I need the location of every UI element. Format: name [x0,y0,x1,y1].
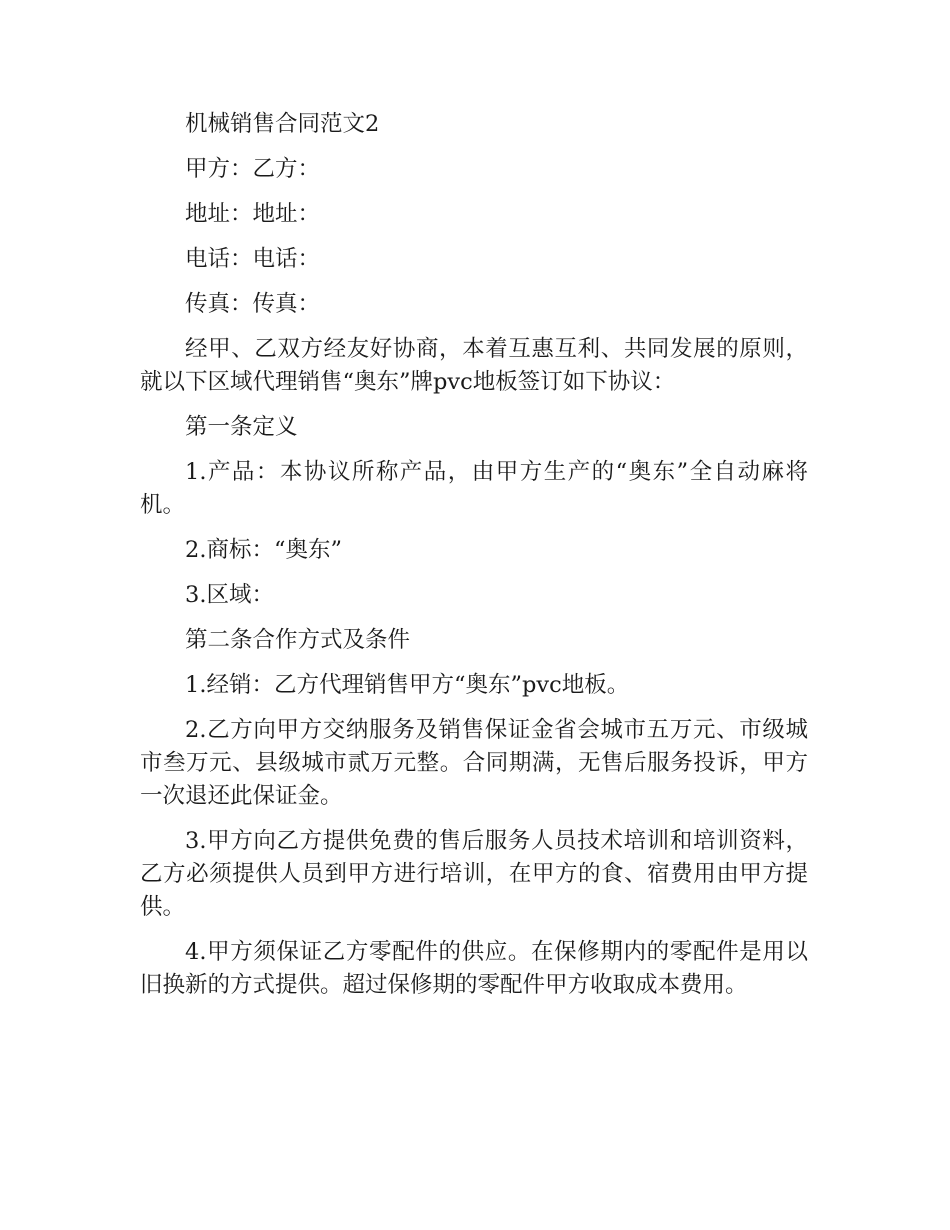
clause-region: 3.区域： [185,582,274,608]
clause-distribution: 1.经销：乙方代理销售甲方“奥东”pvc地板。 [185,672,630,698]
phone-line: 电话：电话： [185,246,321,272]
preamble-paragraph: 经甲、乙双方经友好协商，本着互惠互利、共同发展的原则，就以下区域代理销售“奥东”牌pvc地板签订如下协议： [140,336,808,395]
article-2-heading: 第二条合作方式及条件 [185,627,411,653]
clause-spare-parts: 4.甲方须保证乙方零配件的供应。在保修期内的零配件是用以旧换新的方式提供。超过保修期的零配件甲方收取成本费用。 [140,939,808,998]
document-title: 机械销售合同范文2 [185,111,380,137]
article-1-heading: 第一条定义 [185,414,298,440]
party-line: 甲方：乙方： [185,156,321,182]
address-line: 地址：地址： [185,201,321,227]
clause-training: 3.甲方向乙方提供免费的售后服务人员技术培训和培训资料，乙方必须提供人员到甲方进行培训，在甲方的食、宿费用由甲方提供。 [140,828,808,920]
clause-trademark: 2.商标：“奥东” [185,537,342,563]
clause-product: 1.产品：本协议所称产品，由甲方生产的“奥东”全自动麻将机。 [140,459,808,518]
fax-line: 传真：传真： [185,291,321,317]
document-page [140,108,808,1014]
clause-deposit: 2.乙方向甲方交纳服务及销售保证金省会城市五万元、市级城市叁万元、县级城市贰万元整。合同期满，无售后服务投诉，甲方一次退还此保证金。 [140,717,808,809]
